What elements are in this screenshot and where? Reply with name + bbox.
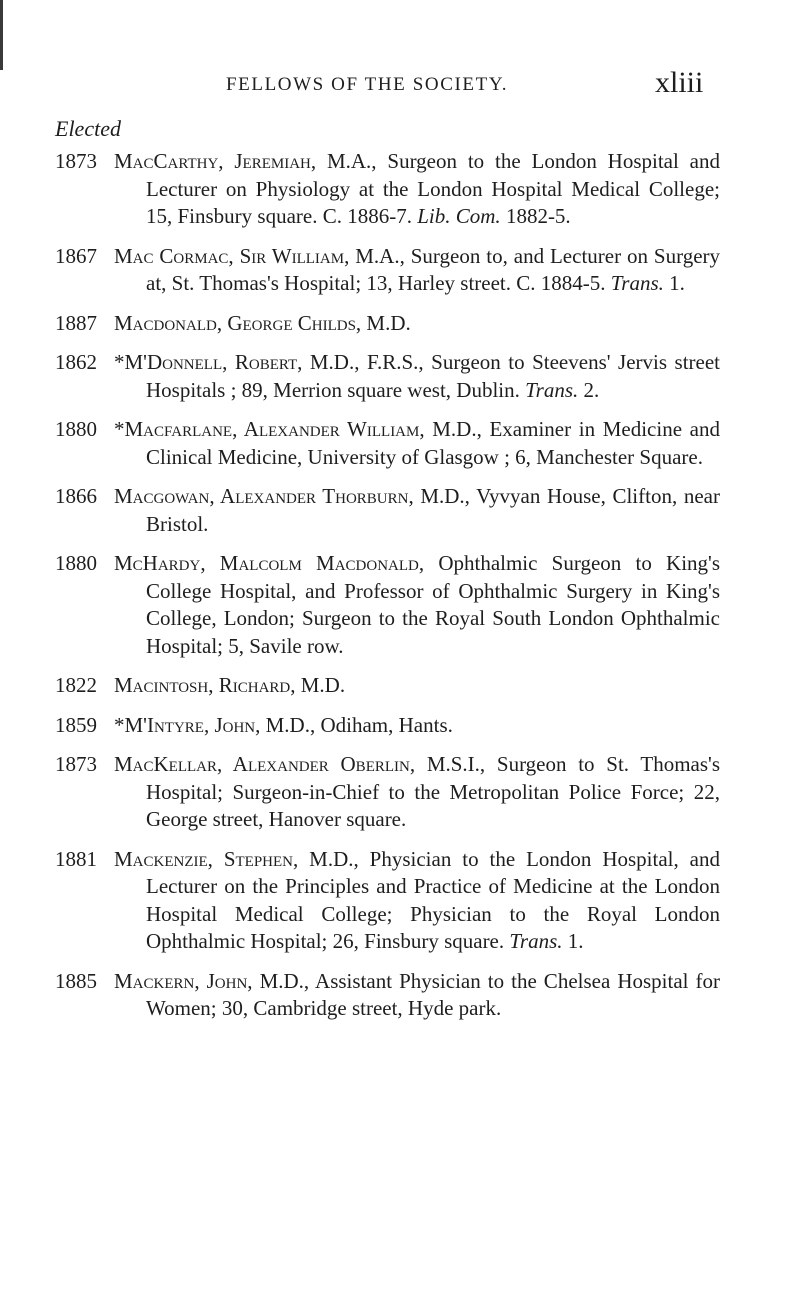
fellow-entry	[0, 310, 800, 338]
entry-text	[114, 550, 720, 660]
fellow-details: M.D.	[295, 673, 346, 697]
fellow-entry	[0, 483, 800, 538]
transactions-label: Trans.	[610, 271, 664, 295]
fellow-entry	[0, 243, 800, 298]
fellow-entry	[0, 416, 800, 471]
election-year: 1866	[55, 484, 97, 508]
transactions-label: Trans.	[525, 377, 579, 402]
fellow-name: Mackenzie, Stephen,	[114, 846, 299, 871]
fellow-details: M.D., Assistant Physician to the Chelsea Hospital for Women; 30, Cambridge street, Hyde park.	[146, 968, 720, 1020]
fellow-details: M.A., Surgeon to, and Lecturer on Surgery at, St. Thomas's Hospital; 13, Harley street. C. 1884-5.	[146, 243, 721, 295]
entry-text	[114, 672, 720, 700]
fellow-name: McHardy, Malcolm Macdonald,	[114, 551, 425, 575]
fellow-details: M.S.I., Surgeon to St. Thomas's Hospital; Surgeon-in-Chief to the Metropolitan Police Force; 22, George street, Hanover square.	[146, 752, 720, 831]
fellow-entry	[0, 550, 800, 660]
fellow-details: M.D.	[361, 310, 411, 335]
entry-text	[114, 416, 720, 471]
elected-column-heading: Elected	[55, 116, 121, 141]
fellow-entry	[0, 148, 800, 231]
entry-text	[114, 349, 720, 404]
fellow-name: MacCarthy, Jeremiah,	[114, 149, 317, 173]
transactions-count: 2.	[578, 377, 600, 402]
fellow-entry	[0, 968, 800, 1023]
fellow-name: *Macfarlane, Alexander William,	[114, 417, 425, 441]
fellow-name: Macintosh, Richard,	[114, 673, 296, 697]
fellow-details: M.D., Vyvyan House, Clifton, near Bristol.	[146, 484, 720, 536]
fellow-entry	[0, 846, 800, 956]
fellow-name: Mac Cormac, Sir William,	[114, 243, 350, 268]
election-year: 1822	[55, 673, 97, 697]
fellow-name: Mackern, John,	[114, 968, 253, 993]
election-year: 1881	[55, 846, 97, 871]
fellow-name: MacKellar, Alexander Oberlin,	[114, 752, 416, 776]
running-head	[0, 60, 800, 100]
fellow-details: Ophthalmic Surgeon to King's College Hospital, and Professor of Ophthalmic Surgery in King's College, London; Surgeon to the Royal South London Ophthalmic Hospital; 5, Savile row.	[146, 551, 720, 658]
entry-text	[114, 148, 720, 231]
fellows-list	[0, 148, 800, 1035]
fellow-details: M.A., Surgeon to the London Hospital and Lecturer on Physiology at the London Hospital Medical College; 15, Finsbury square. C. 1886-7.	[146, 149, 720, 228]
fellow-entry	[0, 712, 800, 740]
entry-text	[114, 243, 720, 298]
committee-label: Lib. Com.	[417, 204, 501, 228]
fellow-entry	[0, 672, 800, 700]
election-year: 1880	[55, 417, 97, 441]
entry-text	[114, 483, 720, 538]
election-year: 1862	[55, 350, 97, 374]
election-year: 1873	[55, 149, 97, 173]
fellow-name: *M'Donnell, Robert,	[114, 350, 303, 374]
fellow-name: *M'Intyre, John,	[114, 712, 261, 737]
election-year: 1887	[55, 310, 97, 335]
election-year: 1859	[55, 712, 97, 737]
fellow-name: Macgowan, Alexander Thorburn,	[114, 484, 414, 508]
committee-years: 1882-5.	[500, 204, 571, 228]
page-number: xliii	[655, 66, 704, 99]
entry-text	[114, 310, 720, 338]
fellow-details: M.D., Physician to the London Hospital, and Lecturer on the Principles and Practice of Medicine at the London Hospital Medical College; Physician to the Royal London Ophthalmic Hospital; 26, Finsbury square.	[146, 846, 720, 953]
transactions-label: Trans.	[509, 929, 563, 953]
entry-text	[114, 968, 720, 1023]
election-year: 1867	[55, 243, 97, 268]
fellow-details: M.D., Examiner in Medicine and Clinical Medicine, University of Glasgow ; 6, Manchester Square.	[146, 417, 720, 469]
entry-text	[114, 712, 720, 740]
election-year: 1880	[55, 551, 97, 575]
election-year: 1873	[55, 752, 97, 776]
entry-text	[114, 846, 720, 956]
transactions-count: 1.	[663, 271, 685, 295]
election-year: 1885	[55, 968, 97, 993]
fellow-details: M.D., Odiham, Hants.	[260, 712, 453, 737]
transactions-count: 1.	[562, 929, 584, 953]
entry-text	[114, 751, 720, 834]
running-title: FELLOWS OF THE SOCIETY.	[226, 74, 509, 95]
fellow-entry	[0, 349, 800, 404]
fellow-details: M.D., F.R.S., Surgeon to Steevens' Jervis street Hospitals ; 89, Merrion square west, Dublin.	[146, 350, 720, 402]
fellow-name: Macdonald, George Childs,	[114, 310, 362, 335]
fellow-entry	[0, 751, 800, 834]
